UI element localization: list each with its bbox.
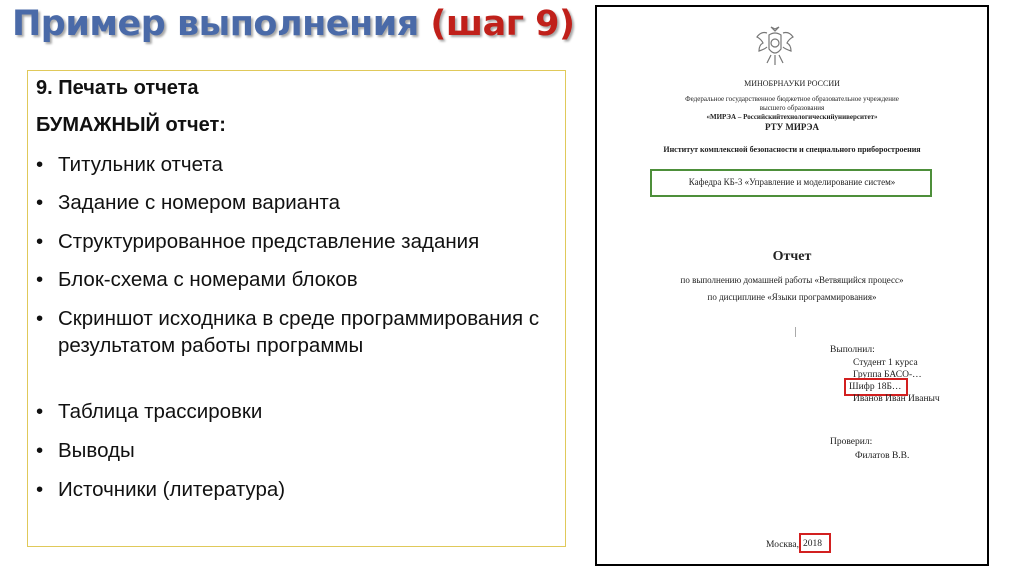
- doc-ministry: МИНОБРНАУКИ РОССИИ: [744, 79, 840, 88]
- doc-year: 2018: [803, 539, 822, 549]
- list-item: • Выводы: [36, 439, 135, 462]
- content-subheading: БУМАЖНЫЙ отчет:: [36, 114, 226, 136]
- doc-department: Кафедра КБ-3 «Управление и моделирование систем»: [688, 177, 896, 187]
- doc-checker: Филатов В.В.: [855, 451, 910, 461]
- doc-cipher: Шифр 18Б…: [849, 382, 902, 392]
- doc-group: Группа БАСО-…: [853, 370, 922, 380]
- bullet-icon: •: [36, 230, 44, 253]
- text-cursor-mark: [795, 327, 796, 337]
- bullet-icon: •: [36, 268, 44, 291]
- bullet-icon: •: [36, 478, 44, 501]
- list-item: • Блок-схема с номерами блоков: [36, 268, 358, 291]
- bullet-icon: •: [36, 307, 44, 330]
- list-item: • Структурированное представление задания: [36, 230, 480, 253]
- bullet-icon: •: [36, 191, 44, 214]
- list-item: • Титульник отчета: [36, 153, 223, 176]
- doc-institution-short: РТУ МИРЭА: [764, 122, 820, 132]
- list-item: • Задание с номером варианта: [36, 191, 340, 214]
- doc-report-subtitle1: по выполнению домашней работы «Ветвящийся процесс»: [680, 275, 904, 285]
- doc-city: Москва,: [766, 540, 799, 550]
- content-box: [27, 70, 566, 547]
- doc-institution-line1: Федеральное государственное бюджетное образовательное учреждение: [685, 95, 899, 103]
- coat-of-arms-icon: [753, 25, 797, 67]
- bullet-icon: •: [36, 439, 44, 462]
- bullet-icon: •: [36, 400, 44, 423]
- slide-title-main: Пример выполнения: [12, 4, 419, 44]
- doc-institute: Институт комплексной безопасности и специального приборостроения: [663, 145, 921, 154]
- doc-student-name: Иванов Иван Иваныч: [853, 394, 940, 404]
- doc-report-subtitle2: по дисциплине «Языки программирования»: [707, 292, 877, 302]
- list-item: • Скриншот исходника в среде программирования с результатом работы программы: [36, 307, 540, 357]
- slide-title-step: (шаг 9): [430, 4, 575, 44]
- slide-title: [12, 4, 575, 44]
- doc-student: Студент 1 курса: [853, 358, 918, 368]
- content-heading: 9. Печать отчета: [36, 77, 199, 99]
- doc-institution-line2: высшего образования: [759, 104, 825, 112]
- report-title-page: [595, 5, 989, 566]
- doc-performed-label: Выполнил:: [830, 345, 875, 355]
- list-item: • Таблица трассировки: [36, 400, 263, 423]
- bullet-icon: •: [36, 153, 44, 176]
- doc-checked-label: Проверил:: [830, 437, 873, 447]
- doc-report-title: Отчет: [772, 249, 812, 264]
- doc-institution-line3: «МИРЭА – Российскийтехнологическийуниверситет»: [706, 113, 878, 121]
- list-item: • Источники (литература): [36, 478, 286, 501]
